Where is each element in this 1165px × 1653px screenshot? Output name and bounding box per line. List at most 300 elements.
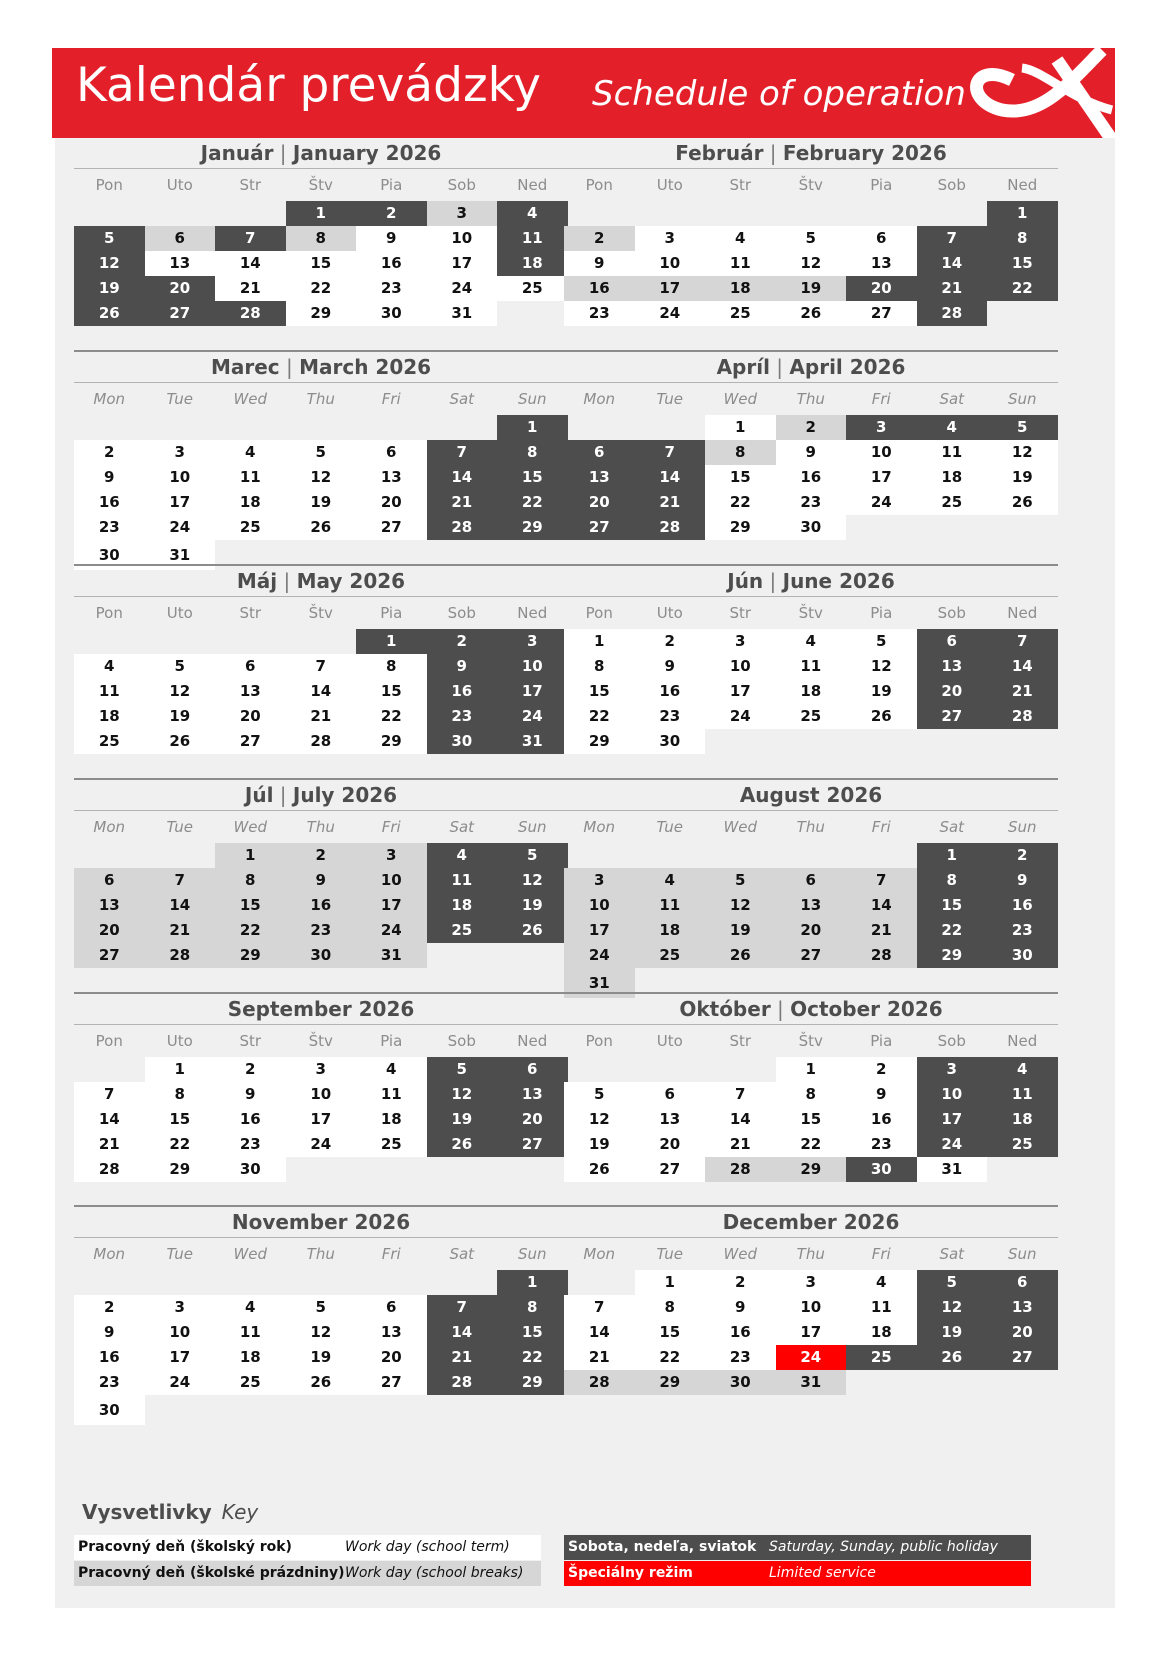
day-cell: 6 [776, 868, 847, 893]
day-cell: 29 [356, 729, 427, 754]
weekday-header: Pon [585, 604, 613, 622]
empty-cell [635, 201, 706, 226]
day-cell: 26 [286, 1370, 357, 1395]
day-cell: 10 [635, 251, 706, 276]
empty-cell [74, 1270, 145, 1295]
weekday-header: Thu [306, 1245, 335, 1263]
month-name-slovak: Október [679, 997, 771, 1021]
weekday-header: Thu [306, 390, 335, 408]
day-cell: 12 [497, 868, 568, 893]
weekday-header: Sob [447, 176, 476, 194]
day-cell: 10 [846, 440, 917, 465]
key-item-english: Saturday, Sunday, public holiday [769, 1539, 998, 1555]
weekday-header: Ned [1007, 1032, 1038, 1050]
empty-cell [564, 843, 635, 868]
day-cell: 21 [635, 490, 706, 515]
weekday-header: Sat [939, 390, 965, 408]
day-cell: 13 [564, 465, 635, 490]
day-cell: 4 [987, 1057, 1058, 1082]
day-cell: 4 [917, 415, 988, 440]
weekday-header: Ned [1007, 604, 1038, 622]
day-cell: 19 [497, 893, 568, 918]
day-cell: 25 [215, 1370, 286, 1395]
day-cell: 23 [987, 918, 1058, 943]
month-name-english: January 2026 [292, 141, 442, 165]
day-cell: 27 [635, 1157, 706, 1182]
empty-cell [74, 843, 145, 868]
day-cell: 14 [145, 893, 216, 918]
day-cell: 26 [286, 515, 357, 540]
month-title: Jún | June 2026 [564, 564, 1058, 597]
day-cell: 23 [74, 515, 145, 540]
day-cell: 9 [776, 440, 847, 465]
weekday-header: Sun [517, 818, 547, 836]
empty-cell [564, 1057, 635, 1082]
weekday-header: Wed [723, 390, 758, 408]
day-cell: 2 [987, 843, 1058, 868]
empty-cell [145, 629, 216, 654]
day-cell: 24 [917, 1132, 988, 1157]
day-cell: 2 [564, 226, 635, 251]
day-cell: 4 [497, 201, 568, 226]
day-cell: 27 [917, 704, 988, 729]
weekday-header: Sun [517, 390, 547, 408]
day-cell: 5 [987, 415, 1058, 440]
day-cell: 30 [776, 515, 847, 540]
day-cell: 17 [705, 679, 776, 704]
day-cell: 1 [705, 415, 776, 440]
weekday-header: Štv [798, 604, 823, 622]
weekday-header: Mon [93, 818, 126, 836]
day-cell: 16 [356, 251, 427, 276]
key-item [74, 1561, 541, 1586]
day-cell: 19 [286, 490, 357, 515]
empty-cell [564, 201, 635, 226]
day-cell: 26 [497, 918, 568, 943]
day-cell: 8 [145, 1082, 216, 1107]
day-cell: 29 [776, 1157, 847, 1182]
day-cell: 20 [497, 1107, 568, 1132]
day-cell: 14 [846, 893, 917, 918]
empty-cell [427, 1270, 498, 1295]
day-cell: 13 [917, 654, 988, 679]
day-cell: 4 [215, 1295, 286, 1320]
day-cell: 13 [74, 893, 145, 918]
day-cell: 31 [564, 968, 635, 998]
day-cell: 21 [427, 490, 498, 515]
weekday-header: Mon [583, 818, 616, 836]
day-cell: 18 [497, 251, 568, 276]
day-cell: 9 [564, 251, 635, 276]
day-cell: 3 [564, 868, 635, 893]
day-cell: 7 [564, 1295, 635, 1320]
day-cell: 6 [987, 1270, 1058, 1295]
day-cell: 3 [427, 201, 498, 226]
day-cell: 25 [356, 1132, 427, 1157]
empty-cell [564, 415, 635, 440]
month-name-slovak: Apríl [716, 355, 770, 379]
day-cell: 10 [564, 893, 635, 918]
day-cell: 2 [215, 1057, 286, 1082]
weekday-header: Pia [870, 176, 893, 194]
day-cell: 24 [497, 704, 568, 729]
day-cell: 19 [564, 1132, 635, 1157]
day-cell: 1 [776, 1057, 847, 1082]
weekday-header: Ned [1007, 176, 1038, 194]
day-cell: 13 [846, 251, 917, 276]
empty-cell [635, 1057, 706, 1082]
day-cell: 7 [987, 629, 1058, 654]
day-cell: 11 [215, 465, 286, 490]
weekday-header: Mon [583, 1245, 616, 1263]
day-cell: 17 [776, 1320, 847, 1345]
day-cell: 15 [635, 1320, 706, 1345]
month-april [564, 350, 1058, 540]
day-cell: 29 [286, 301, 357, 326]
weekday-header: Str [239, 176, 262, 194]
weekday-header: Wed [233, 390, 268, 408]
weekday-header: Tue [656, 390, 683, 408]
weekday-header: Ned [517, 604, 548, 622]
day-cell: 28 [74, 1157, 145, 1182]
weekday-header: Sat [939, 1245, 965, 1263]
day-cell: 19 [427, 1107, 498, 1132]
day-cell: 15 [215, 893, 286, 918]
day-cell: 12 [987, 440, 1058, 465]
day-cell: 16 [286, 893, 357, 918]
day-cell: 27 [987, 1345, 1058, 1370]
empty-cell [215, 201, 286, 226]
key-item [564, 1561, 1031, 1586]
day-cell: 29 [145, 1157, 216, 1182]
day-cell: 29 [215, 943, 286, 968]
day-cell: 23 [776, 490, 847, 515]
day-cell: 8 [776, 1082, 847, 1107]
day-cell: 17 [145, 490, 216, 515]
day-cell: 4 [846, 1270, 917, 1295]
day-cell: 16 [74, 1345, 145, 1370]
day-cell: 20 [356, 490, 427, 515]
day-cell: 28 [215, 301, 286, 326]
day-cell: 16 [705, 1320, 776, 1345]
day-cell: 12 [286, 1320, 357, 1345]
day-cell: 25 [776, 704, 847, 729]
day-cell: 14 [427, 1320, 498, 1345]
day-cell: 14 [635, 465, 706, 490]
day-cell: 27 [776, 943, 847, 968]
day-cell: 9 [635, 654, 706, 679]
day-cell: 27 [356, 1370, 427, 1395]
day-cell: 17 [846, 465, 917, 490]
empty-cell [145, 1270, 216, 1295]
day-cell: 23 [356, 276, 427, 301]
day-cell: 5 [427, 1057, 498, 1082]
day-cell: 16 [215, 1107, 286, 1132]
weekday-header: Fri [871, 1245, 891, 1263]
weekday-header: Pia [380, 1032, 403, 1050]
day-cell: 8 [286, 226, 357, 251]
weekday-header: Štv [798, 176, 823, 194]
month-name-english: July 2026 [292, 783, 398, 807]
day-cell: 23 [74, 1370, 145, 1395]
weekday-header: Pon [585, 176, 613, 194]
day-cell: 22 [356, 704, 427, 729]
day-cell: 19 [286, 1345, 357, 1370]
month-name-english: December 2026 [722, 1210, 900, 1234]
day-cell: 22 [635, 1345, 706, 1370]
day-cell: 25 [917, 490, 988, 515]
weekday-header: Sun [517, 1245, 547, 1263]
month-name-english: June 2026 [782, 569, 895, 593]
day-cell: 30 [635, 729, 706, 754]
empty-cell [564, 1270, 635, 1295]
weekday-header: Sob [447, 604, 476, 622]
day-cell: 16 [776, 465, 847, 490]
key-item-english: Work day (school breaks) [345, 1565, 524, 1581]
day-cell: 2 [427, 629, 498, 654]
empty-cell [215, 629, 286, 654]
weekday-header: Pia [380, 176, 403, 194]
day-cell: 20 [145, 276, 216, 301]
day-cell: 16 [846, 1107, 917, 1132]
day-cell: 7 [145, 868, 216, 893]
day-cell: 15 [776, 1107, 847, 1132]
day-cell: 23 [846, 1132, 917, 1157]
weekday-header: Thu [306, 818, 335, 836]
day-cell: 31 [776, 1370, 847, 1395]
day-cell: 11 [215, 1320, 286, 1345]
day-cell: 11 [427, 868, 498, 893]
weekday-header: Pon [95, 176, 123, 194]
month-name-english: November 2026 [231, 1210, 411, 1234]
day-cell: 20 [987, 1320, 1058, 1345]
day-cell: 22 [987, 276, 1058, 301]
day-cell: 1 [635, 1270, 706, 1295]
day-cell: 8 [635, 1295, 706, 1320]
day-cell: 11 [776, 654, 847, 679]
empty-cell [705, 843, 776, 868]
weekday-header: Uto [166, 176, 193, 194]
key-item [564, 1535, 1031, 1560]
key-item-english: Work day (school term) [345, 1539, 510, 1555]
weekday-header: Uto [656, 176, 683, 194]
empty-cell [286, 1270, 357, 1295]
weekday-header: Sun [1007, 818, 1037, 836]
day-cell: 30 [74, 1395, 145, 1425]
day-cell: 26 [705, 943, 776, 968]
month-title [74, 1205, 568, 1238]
empty-cell [74, 201, 145, 226]
month-october [564, 992, 1058, 1182]
month-name-slovak: Júl [244, 783, 274, 807]
day-cell: 24 [846, 490, 917, 515]
day-cell: 27 [846, 301, 917, 326]
weekday-header: Sat [449, 818, 475, 836]
day-cell: 22 [145, 1132, 216, 1157]
day-cell: 25 [427, 918, 498, 943]
day-cell: 24 [286, 1132, 357, 1157]
day-cell: 24 [564, 943, 635, 968]
day-cell: 20 [917, 679, 988, 704]
empty-cell [145, 201, 216, 226]
day-cell: 27 [356, 515, 427, 540]
month-name-slovak: Jún [727, 569, 764, 593]
day-cell: 3 [917, 1057, 988, 1082]
key-item-english: Limited service [769, 1565, 876, 1581]
day-cell: 6 [846, 226, 917, 251]
month-title: Apríl | April 2026 [564, 350, 1058, 383]
day-cell: 8 [987, 226, 1058, 251]
empty-cell [705, 201, 776, 226]
day-cell: 5 [145, 654, 216, 679]
day-cell: 25 [497, 276, 568, 301]
day-cell: 6 [74, 868, 145, 893]
weekday-header: Fri [381, 818, 401, 836]
day-cell: 30 [286, 943, 357, 968]
day-cell: 29 [917, 943, 988, 968]
day-cell: 6 [356, 1295, 427, 1320]
day-cell: 2 [776, 415, 847, 440]
day-cell: 30 [427, 729, 498, 754]
month-title: Október | October 2026 [564, 992, 1058, 1025]
empty-cell [917, 201, 988, 226]
key-title-english: Key [221, 1500, 259, 1524]
month-title: Júl | July 2026 [74, 778, 568, 811]
month-title: Február | February 2026 [564, 138, 1058, 169]
weekday-header: Thu [796, 390, 825, 408]
weekday-header: Uto [656, 1032, 683, 1050]
weekday-header: Tue [656, 818, 683, 836]
title-english: Schedule of operation [592, 74, 966, 114]
day-cell: 5 [497, 843, 568, 868]
empty-cell [215, 1270, 286, 1295]
day-cell: 14 [427, 465, 498, 490]
day-cell: 20 [356, 1345, 427, 1370]
weekday-header: Str [729, 176, 752, 194]
day-cell: 18 [215, 490, 286, 515]
empty-cell [74, 415, 145, 440]
empty-cell [145, 843, 216, 868]
weekday-header: Sat [939, 818, 965, 836]
day-cell: 9 [987, 868, 1058, 893]
day-cell: 7 [635, 440, 706, 465]
day-cell: 18 [74, 704, 145, 729]
month-name-slovak: Máj [236, 569, 278, 593]
day-cell: 29 [705, 515, 776, 540]
empty-cell [846, 201, 917, 226]
key-item-slovak: Pracovný deň (školské prázdniny) [78, 1565, 345, 1581]
day-cell: 31 [145, 540, 216, 570]
day-cell: 14 [564, 1320, 635, 1345]
day-cell: 18 [705, 276, 776, 301]
day-cell: 4 [705, 226, 776, 251]
empty-cell [286, 415, 357, 440]
day-cell: 12 [705, 893, 776, 918]
month-name-english: September 2026 [227, 997, 415, 1021]
month-july [74, 778, 568, 968]
day-cell: 22 [776, 1132, 847, 1157]
day-cell: 21 [145, 918, 216, 943]
day-cell: 7 [917, 226, 988, 251]
weekday-header: Uto [166, 1032, 193, 1050]
day-cell: 28 [705, 1157, 776, 1182]
day-cell: 23 [635, 704, 706, 729]
day-cell: 6 [497, 1057, 568, 1082]
day-cell: 8 [705, 440, 776, 465]
day-cell: 3 [145, 440, 216, 465]
day-cell: 11 [917, 440, 988, 465]
day-cell: 6 [145, 226, 216, 251]
day-cell: 7 [286, 654, 357, 679]
day-cell: 7 [846, 868, 917, 893]
day-cell: 10 [145, 1320, 216, 1345]
day-cell: 3 [776, 1270, 847, 1295]
day-cell: 19 [917, 1320, 988, 1345]
weekday-header: Sob [937, 176, 966, 194]
day-cell: 27 [145, 301, 216, 326]
day-cell: 10 [497, 654, 568, 679]
weekday-header: Wed [723, 818, 758, 836]
day-cell: 21 [705, 1132, 776, 1157]
weekday-header: Štv [308, 604, 333, 622]
month-name-slovak: Február [675, 141, 764, 165]
key-item-slovak: Špeciálny režim [568, 1565, 693, 1581]
key-title-slovak: Vysvetlivky [82, 1500, 212, 1524]
day-cell: 17 [145, 1345, 216, 1370]
day-cell: 26 [776, 301, 847, 326]
weekday-header: Ned [517, 1032, 548, 1050]
day-cell: 6 [917, 629, 988, 654]
empty-cell [74, 629, 145, 654]
empty-cell [286, 629, 357, 654]
day-cell: 11 [356, 1082, 427, 1107]
day-cell: 20 [776, 918, 847, 943]
month-title: Máj | May 2026 [74, 564, 568, 597]
day-cell: 20 [74, 918, 145, 943]
day-cell: 13 [987, 1295, 1058, 1320]
day-cell: 8 [917, 868, 988, 893]
weekday-header: Thu [796, 1245, 825, 1263]
month-name-english: April 2026 [789, 355, 906, 379]
day-cell: 7 [74, 1082, 145, 1107]
weekday-header: Wed [723, 1245, 758, 1263]
day-cell: 12 [564, 1107, 635, 1132]
day-cell: 4 [635, 868, 706, 893]
empty-cell [356, 415, 427, 440]
day-cell: 26 [564, 1157, 635, 1182]
day-cell: 25 [215, 515, 286, 540]
month-may [74, 564, 568, 754]
day-cell: 24 [356, 918, 427, 943]
day-cell: 21 [215, 276, 286, 301]
weekday-header: Pia [870, 1032, 893, 1050]
weekday-header: Pia [870, 604, 893, 622]
weekday-header: Uto [166, 604, 193, 622]
day-cell: 1 [145, 1057, 216, 1082]
day-cell: 25 [846, 1345, 917, 1370]
empty-cell [635, 415, 706, 440]
day-cell: 20 [564, 490, 635, 515]
weekday-header: Štv [308, 1032, 333, 1050]
day-cell: 23 [705, 1345, 776, 1370]
weekday-header: Sob [937, 1032, 966, 1050]
day-cell: 21 [987, 679, 1058, 704]
weekday-header: Pon [585, 1032, 613, 1050]
day-cell: 12 [145, 679, 216, 704]
empty-cell [846, 843, 917, 868]
month-title [74, 992, 568, 1025]
day-cell: 15 [356, 679, 427, 704]
